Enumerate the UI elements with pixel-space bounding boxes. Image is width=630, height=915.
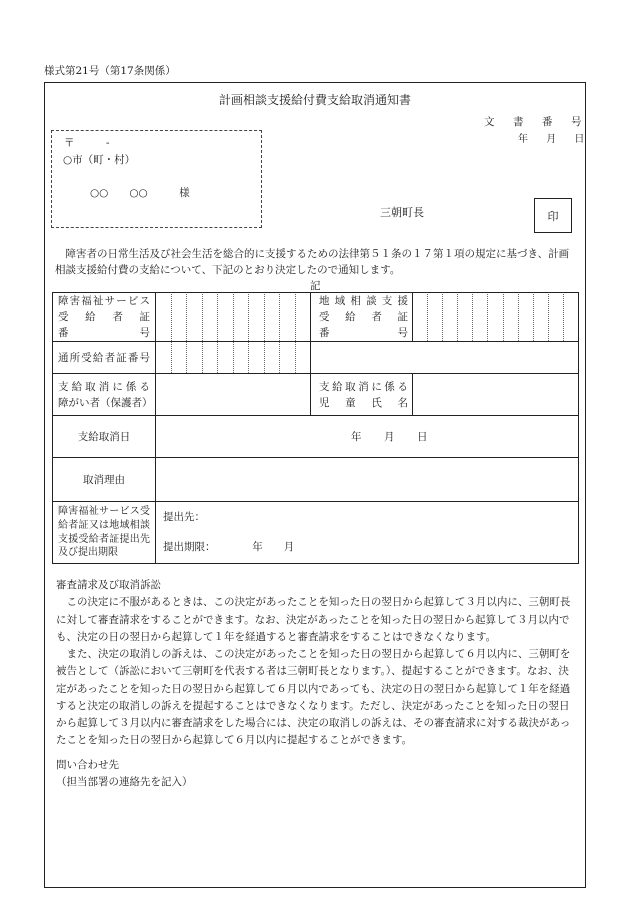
cancel-date-label: 支給取消日 <box>53 416 156 458</box>
table-row <box>53 342 579 374</box>
form-number: 様式第21号（第17条関係） <box>44 65 176 77</box>
submission-label-line: 給者証又は地域相談 <box>58 519 150 531</box>
appeal-line: たことを知った日の翌日から起算して６月以内に提起することができます。 <box>56 734 413 747</box>
digit-box <box>156 342 172 373</box>
table-row <box>53 416 579 458</box>
issuer-name: 三朝町長 <box>380 206 424 219</box>
service-cert-label-line: 番号 <box>58 327 150 339</box>
digit-box <box>564 294 578 341</box>
notice-line: 相談支援給付費の支給について、下記のとおり決定したので通知します。 <box>55 264 401 276</box>
community-cert-label-line: 番号 <box>319 327 408 339</box>
digit-box <box>187 342 203 373</box>
document-date-label: 年 月 日 <box>518 134 584 145</box>
child-label-cell <box>311 374 413 416</box>
guardian-label-cell <box>53 374 156 416</box>
digit-box <box>234 294 250 341</box>
contact-note: （担当部署の連絡先を記入） <box>56 776 193 788</box>
digit-box <box>218 294 234 341</box>
guardian-value-cell <box>156 374 311 416</box>
address-box <box>51 130 262 228</box>
digit-box <box>458 294 473 341</box>
guardian-label-line: 障がい者（保護者） <box>58 396 153 409</box>
postal-code: 〒 - <box>64 137 110 149</box>
child-value-cell <box>413 374 579 416</box>
digit-box <box>504 294 519 341</box>
service-cert-label-cell <box>53 293 156 342</box>
digit-box <box>203 342 219 373</box>
appeal-line: も、決定の日の翌日から起算して１年を経過すると審査請求をすることはできなくなります。 <box>56 630 497 643</box>
submission-label-line: 及び提出期限 <box>58 547 118 559</box>
day-cert-number-cell <box>156 342 311 374</box>
digit-box <box>265 342 281 373</box>
digit-box <box>280 294 296 341</box>
contact-heading: 問い合わせ先 <box>56 759 119 771</box>
submission-label-line: 支援受給者証提出先 <box>58 533 150 545</box>
digit-box <box>488 294 503 341</box>
digit-box <box>172 294 188 341</box>
appeal-line: すると決定の取消しの訴えを提起することはできなくなります。ただし、決定があったことを知った日の翌日 <box>56 699 570 712</box>
day-cert-label-cell <box>53 342 156 374</box>
info-table <box>52 292 579 564</box>
appeal-line: また、決定の取消しの訴えは、この決定があったことを知った日の翌日から起算して６月以内に、三朝町を <box>56 648 571 660</box>
digit-box <box>549 294 564 341</box>
notice-paragraph <box>55 246 569 278</box>
digit-box <box>296 294 311 341</box>
digit-box <box>218 342 234 373</box>
digit-box <box>473 294 488 341</box>
digit-box <box>156 294 172 341</box>
community-cert-number-cell <box>413 293 579 342</box>
submission-label-cell <box>53 502 156 564</box>
service-cert-label-line: 障害福祉サービス <box>58 295 150 307</box>
submit-to-label: 提出先： <box>163 511 205 523</box>
service-cert-digit-boxes <box>156 294 310 341</box>
appeal-line: に対して審査請求をすることができます。なお、決定があったことを知った日の翌日から起算して３月以内で <box>56 613 570 626</box>
page-title: 計画相談支援給付費支給取消通知書 <box>218 93 411 107</box>
document-number-label: 文 書 番 号 <box>484 116 586 128</box>
appeal-line: 定があったことを知った日の翌日から起算して６月以内であっても、決定の日の翌日から起算して１年を経過 <box>56 682 571 695</box>
service-cert-number-cell <box>156 293 311 342</box>
appeal-line: から起算して３月以内に審査請求をした場合には、決定の取消しの訴えは、その審査請求に対する裁決があっ <box>56 717 571 729</box>
day-cert-digit-boxes <box>156 342 310 373</box>
community-cert-label-line: 受給者証 <box>319 311 408 323</box>
contact-section <box>56 757 193 791</box>
appeal-line: 被告として（訴訟において三朝町を代表する者は三朝町長となります。）、提起することができます。なお、決 <box>56 665 569 678</box>
submit-deadline-label: 提出期限： 年 月 <box>163 541 295 553</box>
digit-box <box>265 294 281 341</box>
cancel-date-value: 年 月 日 <box>156 416 579 458</box>
digit-box <box>203 294 219 341</box>
reason-value-cell <box>156 458 579 502</box>
table-row <box>53 293 579 342</box>
table-row <box>53 458 579 502</box>
appeal-heading: 審査請求及び取消訴訟 <box>56 579 161 591</box>
appeal-section <box>56 577 570 750</box>
seal-mark: 印 <box>547 209 559 223</box>
table-row <box>53 502 579 564</box>
day-cert-label: 通所受給者証番号 <box>58 351 150 364</box>
service-cert-label-line: 受給者証 <box>58 311 150 323</box>
recipient-name: ○○ ○○ 様 <box>90 187 190 199</box>
notice-line: 障害者の日常生活及び社会生活を総合的に支援するための法律第５１条の１７第１項の規定に基づき、計画 <box>55 248 570 260</box>
digit-box <box>280 342 296 373</box>
digit-box <box>413 294 428 341</box>
digit-box <box>296 342 311 373</box>
digit-box <box>519 294 534 341</box>
community-cert-label-cell <box>311 293 413 342</box>
digit-box <box>187 294 203 341</box>
digit-box <box>534 294 549 341</box>
digit-box <box>172 342 188 373</box>
address-city: ○市（町・村） <box>63 154 136 166</box>
seal-box <box>534 198 572 233</box>
child-label-line: 児童氏名 <box>319 396 408 409</box>
day-cert-blank-cell <box>311 342 579 374</box>
community-cert-digit-boxes <box>413 294 578 341</box>
child-label-line: 支給取消に係る <box>319 380 408 393</box>
digit-box <box>249 342 265 373</box>
digit-box <box>428 294 443 341</box>
submission-value-cell <box>156 502 579 564</box>
appeal-line: この決定に不服があるときは、この決定があったことを知った日の翌日から起算して３月以内に、三朝町長 <box>56 596 571 609</box>
community-cert-label-line: 地域相談支援 <box>319 295 408 307</box>
digit-box <box>249 294 265 341</box>
ki-heading: 記 <box>310 280 321 292</box>
submission-label-line: 障害福祉サービス受 <box>58 506 150 518</box>
reason-label: 取消理由 <box>53 458 156 502</box>
digit-box <box>234 342 250 373</box>
table-row <box>53 374 579 416</box>
guardian-label-line: 支給取消に係る <box>58 380 150 393</box>
digit-box <box>443 294 458 341</box>
